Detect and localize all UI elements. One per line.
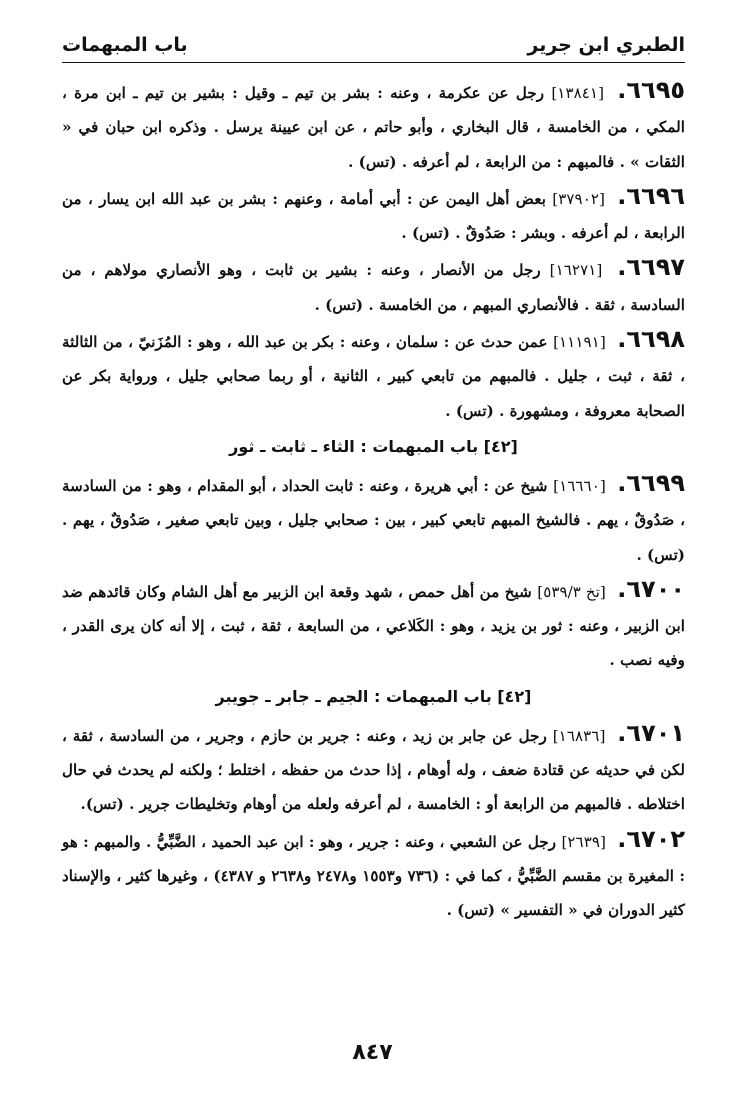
entry-text: عمن حدث عن : سلمان ، وعنه : بكر بن عبد الله ، وهو : المُزَنيّ ، من الثالثة ، ثقة ، ثبت ، جليل . فالمبهم من تابعي كبير ، الثانية ، أو ربما صحابي جليل ، ورواية بكر عن الصحابة معروفة ، ومشهورة . (تس) . bbox=[62, 333, 685, 420]
header-book-title: الطبري ابن جرير bbox=[527, 34, 685, 56]
entry-6696 bbox=[62, 179, 685, 251]
entry-number: ٦٦٩٩. bbox=[617, 468, 685, 497]
entry-text: بعض أهل اليمن عن : أبي أمامة ، وعنهم : بشر بن عبد الله ابن يسار ، من الرابعة ، لم أعرفه . وبشر : صَدُوقٌ . (تس) . bbox=[62, 189, 685, 243]
entry-text: شيخ عن : أبي هريرة ، وعنه : ثابت الحداد ، أبو المقدام ، وهو : من السادسة ، صَدُوقٌ ، يهم . فالشيخ المبهم تابعي كبير ، بين : صحابي جليل ، وبين تابعي صغير ، صَدُوقٌ ، يهم . (تس) . bbox=[62, 476, 685, 564]
entry-6697 bbox=[62, 250, 685, 322]
entry-ref: [١٦٦٦٠] bbox=[553, 476, 606, 495]
entry-ref: [تخ ٥٣٩/٣] bbox=[537, 582, 606, 601]
entry-ref: [١٦٨٣٦] bbox=[552, 726, 606, 745]
header-chapter-title: باب المبهمات bbox=[62, 34, 188, 56]
entry-6698 bbox=[62, 322, 685, 428]
entry-ref: [١٦٢٧١] bbox=[549, 261, 603, 280]
entry-ref: [٢٦٣٩] bbox=[561, 832, 606, 851]
entry-6699 bbox=[62, 466, 685, 572]
entry-number: ٦٦٩٦. bbox=[617, 181, 685, 210]
entry-text: رجل من الأنصار ، وعنه : بشير بن ثابت ، وهو الأنصاري مولاهم ، من السادسة ، ثقة . فالأنصاري المبهم ، من الخامسة . (تس) . bbox=[62, 261, 685, 314]
entry-6701 bbox=[62, 716, 685, 822]
entry-ref: [١٣٨٤١] bbox=[551, 84, 605, 102]
entry-text: رجل عن جابر بن زيد ، وعنه : جرير بن حازم ، وجرير ، من السادسة ، ثقة ، لكن في حديثه عن قتادة ضعف ، وله أوهام ، إذا حدث من حفظه ، اختلط ؛ ولكنه لم يحدث في حال اختلاطه . فالمبهم من الرابعة أو : الخامسة ، لم أعرفه ولعله من أوهام وتخليطات جرير . (تس). bbox=[62, 726, 685, 814]
entry-ref: [١١١٩١] bbox=[553, 333, 606, 352]
running-header bbox=[62, 22, 685, 56]
entry-number: ٦٦٩٧. bbox=[617, 253, 685, 282]
entry-number: ٦٧٠١. bbox=[617, 718, 686, 747]
page-number: ٨٤٧ bbox=[352, 1040, 393, 1065]
entry-text: رجل عن الشعبي ، وعنه : جرير ، وهو : ابن عبد الحميد ، الضَّبِّيُّ . والمبهم : هو : المغيرة بن مقسم الضَّبِّيُّ ، كما في : (٧٣٦ و١٥٥٣ و٢٤٧٨ و٢٦٣٨ و ٤٣٨٧) ، وغيرها كثير ، والإسناد كثير الدوران في « التفسير » (تس) . bbox=[62, 832, 685, 920]
entry-text: رجل عن عكرمة ، وعنه : بشر بن تيم ـ وقيل : بشير بن تيم ـ ابن مرة ، المكي ، من الخامسة ، قال البخاري ، وأبو حاتم ، عن ابن عيينة يرسل . وذكره ابن حبان في « الثقات » . فالمبهم : من الرابعة ، لم أعرفه . (تس) . bbox=[62, 84, 685, 171]
entry-6702 bbox=[62, 822, 685, 928]
header-rule bbox=[62, 62, 685, 63]
entry-6700 bbox=[62, 572, 685, 678]
section-heading-tha: [٤٢] باب المبهمات : الثاء ـ ثابت ـ ثور bbox=[229, 436, 518, 456]
entry-number: ٦٦٩٥. bbox=[617, 76, 685, 104]
section-heading-jim: [٤٢] باب المبهمات : الجيم ـ جابر ـ جويبر bbox=[215, 686, 532, 706]
entry-number: ٦٦٩٨. bbox=[617, 325, 685, 354]
entry-6695 bbox=[62, 73, 685, 179]
entry-ref: [٣٧٩٠٢] bbox=[552, 189, 605, 208]
entry-text: شيخ من أهل حمص ، شهد وقعة ابن الزبير مع أهل الشام وكان قائدهم ضد ابن الزبير ، وعنه : ثور بن يزيد ، وهو : الكَلاعي ، من السابعة ، ثقة ، ثبت ، إلا أنه كان يرى القدر ، وفيه نصب . bbox=[62, 582, 685, 670]
entry-number: ٦٧٠٠. bbox=[617, 574, 685, 603]
entry-number: ٦٧٠٢. bbox=[617, 824, 685, 853]
